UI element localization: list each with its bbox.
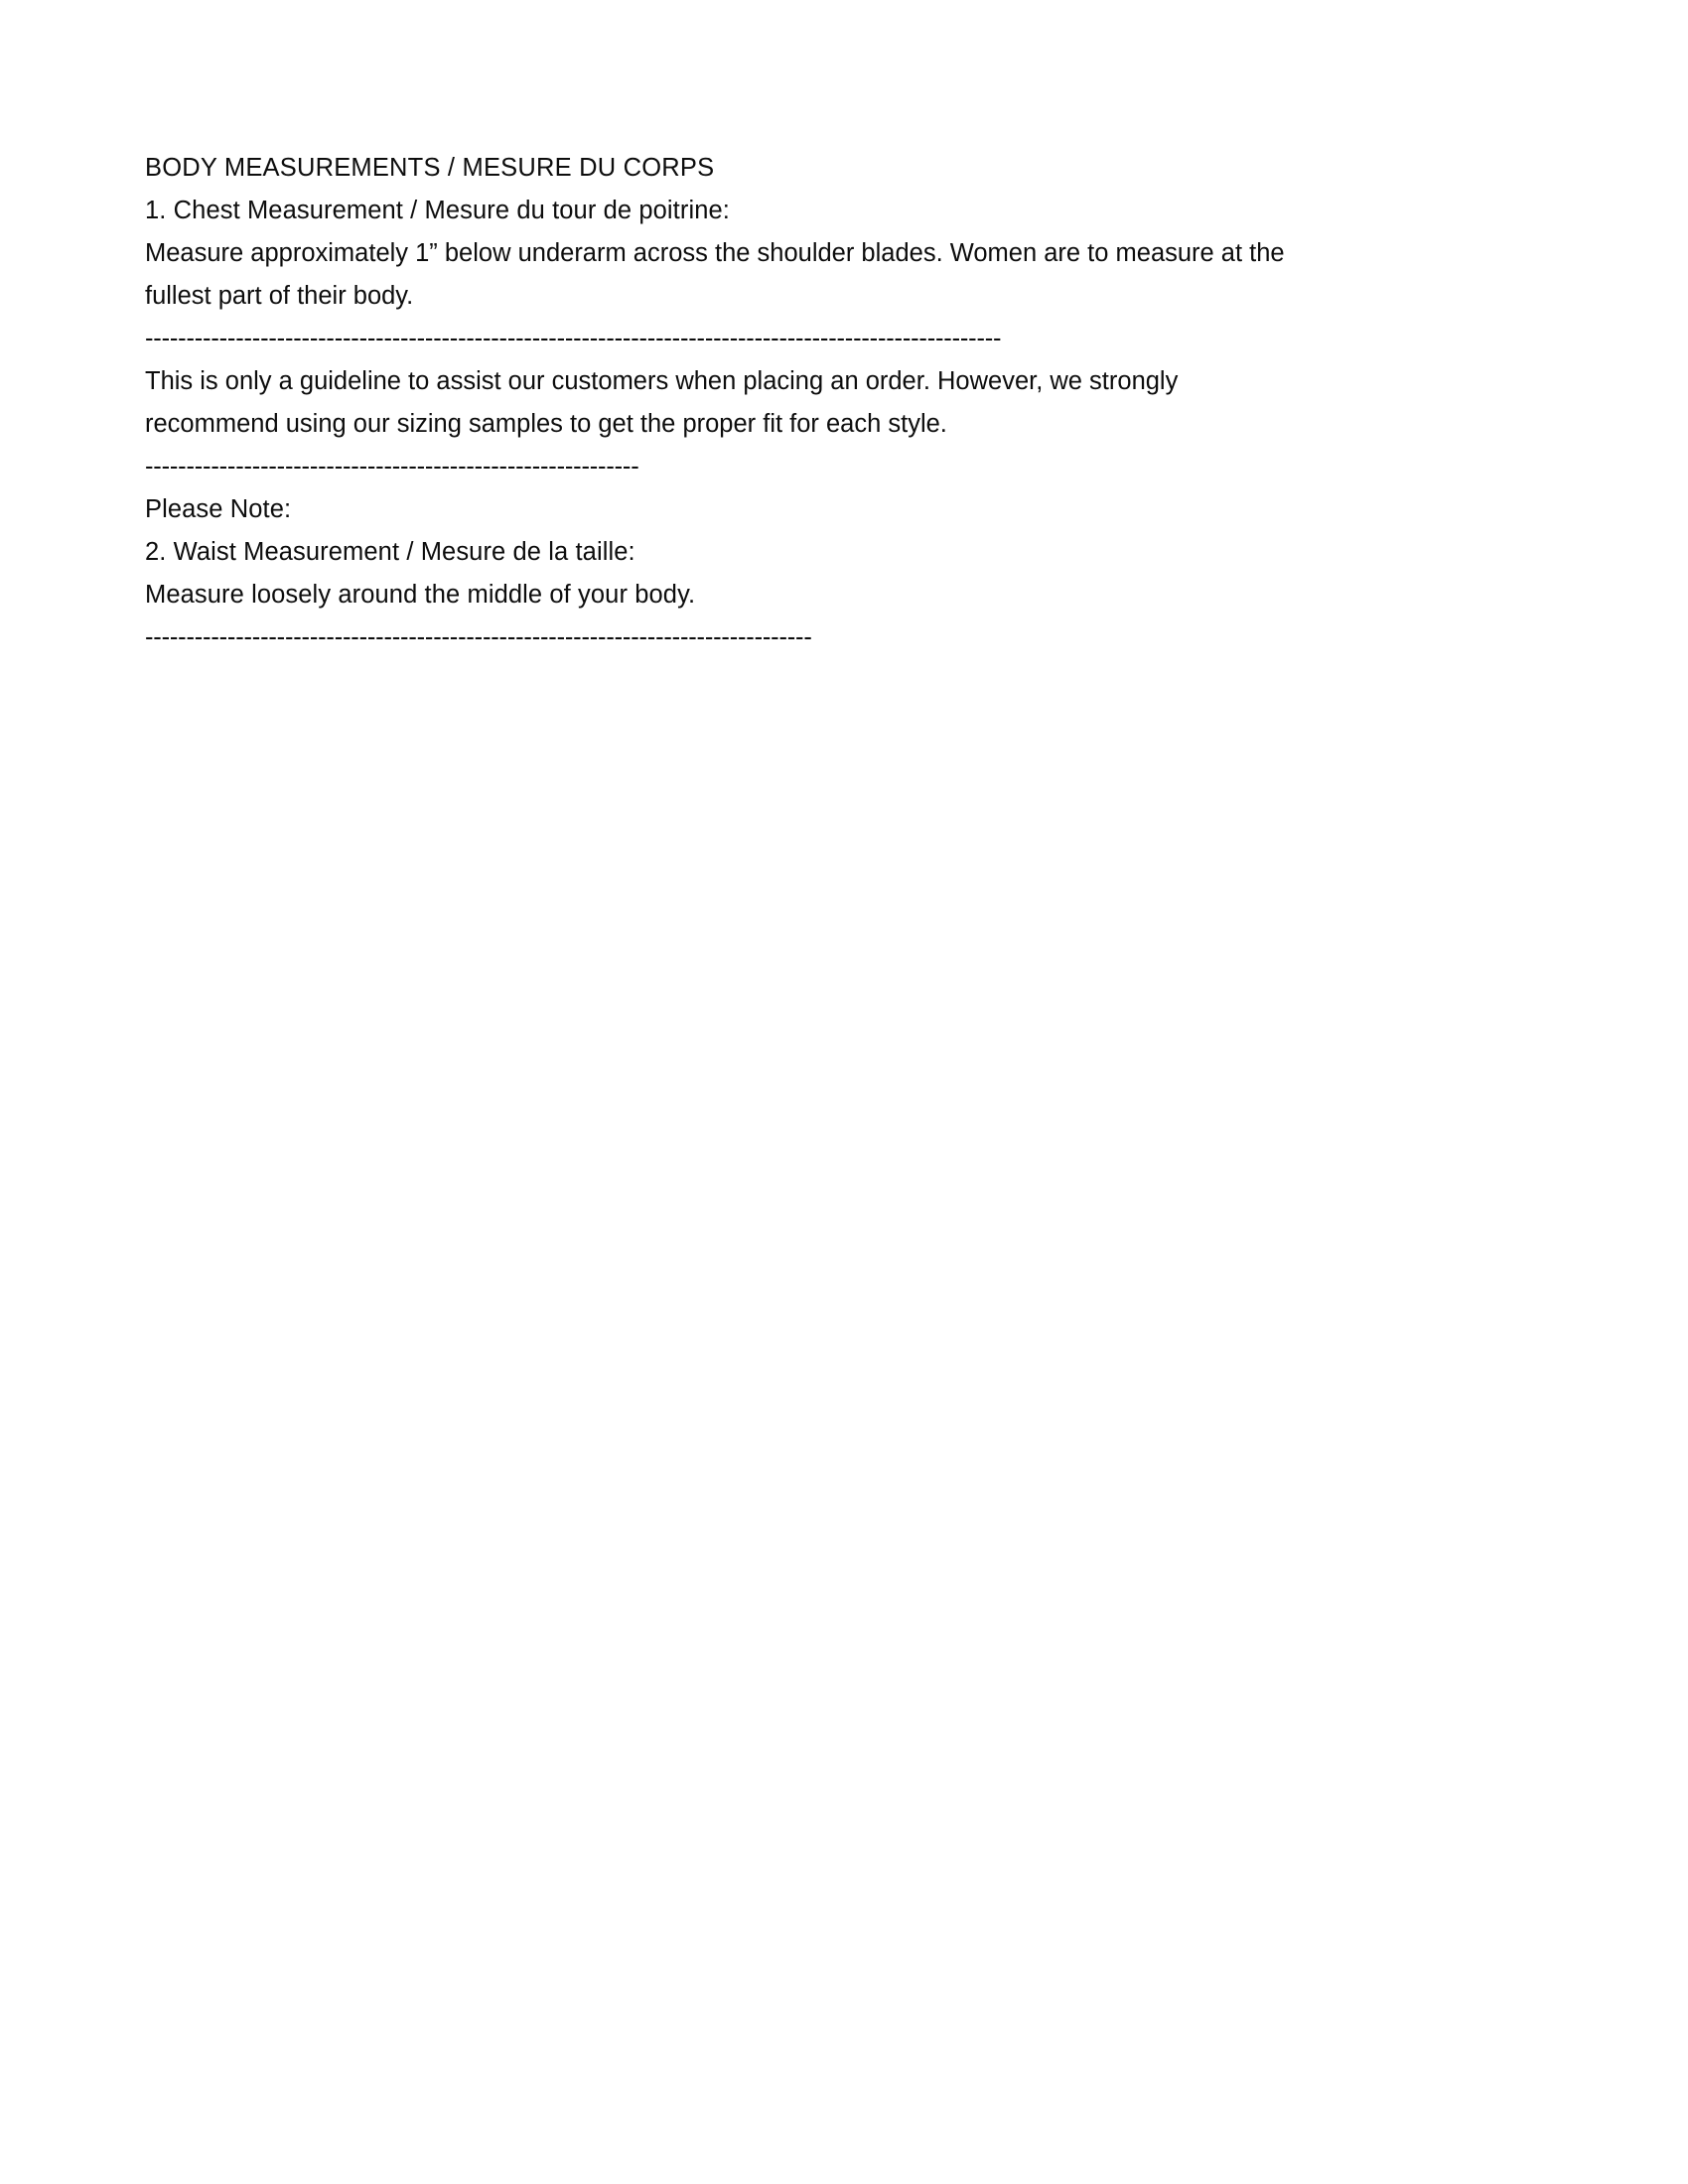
document-body	[145, 147, 1466, 659]
page-title: BODY MEASUREMENTS / MESURE DU CORPS	[145, 154, 715, 182]
chest-measurement-instructions: Measure approximately 1” below underarm across the shoulder blades. Women are to measure at the fullest part of their body.	[145, 239, 1285, 310]
chest-measurement-label: 1. Chest Measurement / Mesure du tour de poitrine:	[145, 197, 730, 224]
waist-measurement-instructions: Measure loosely around the middle of your body.	[145, 581, 696, 609]
waist-measurement-label: 2. Waist Measurement / Mesure de la taille:	[145, 538, 635, 566]
divider-bottom: ---------------------------------------------------------------------------------	[145, 623, 812, 651]
divider-medium: ------------------------------------------------------------	[145, 453, 639, 480]
guideline-disclaimer: This is only a guideline to assist our customers when placing an order. However, we strongly recommend using our sizing samples to get the proper fit for each style.	[145, 367, 1179, 438]
divider-long: --------------------------------------------------------------------------------------------------------	[145, 325, 1002, 352]
please-note-label: Please Note:	[145, 495, 292, 523]
